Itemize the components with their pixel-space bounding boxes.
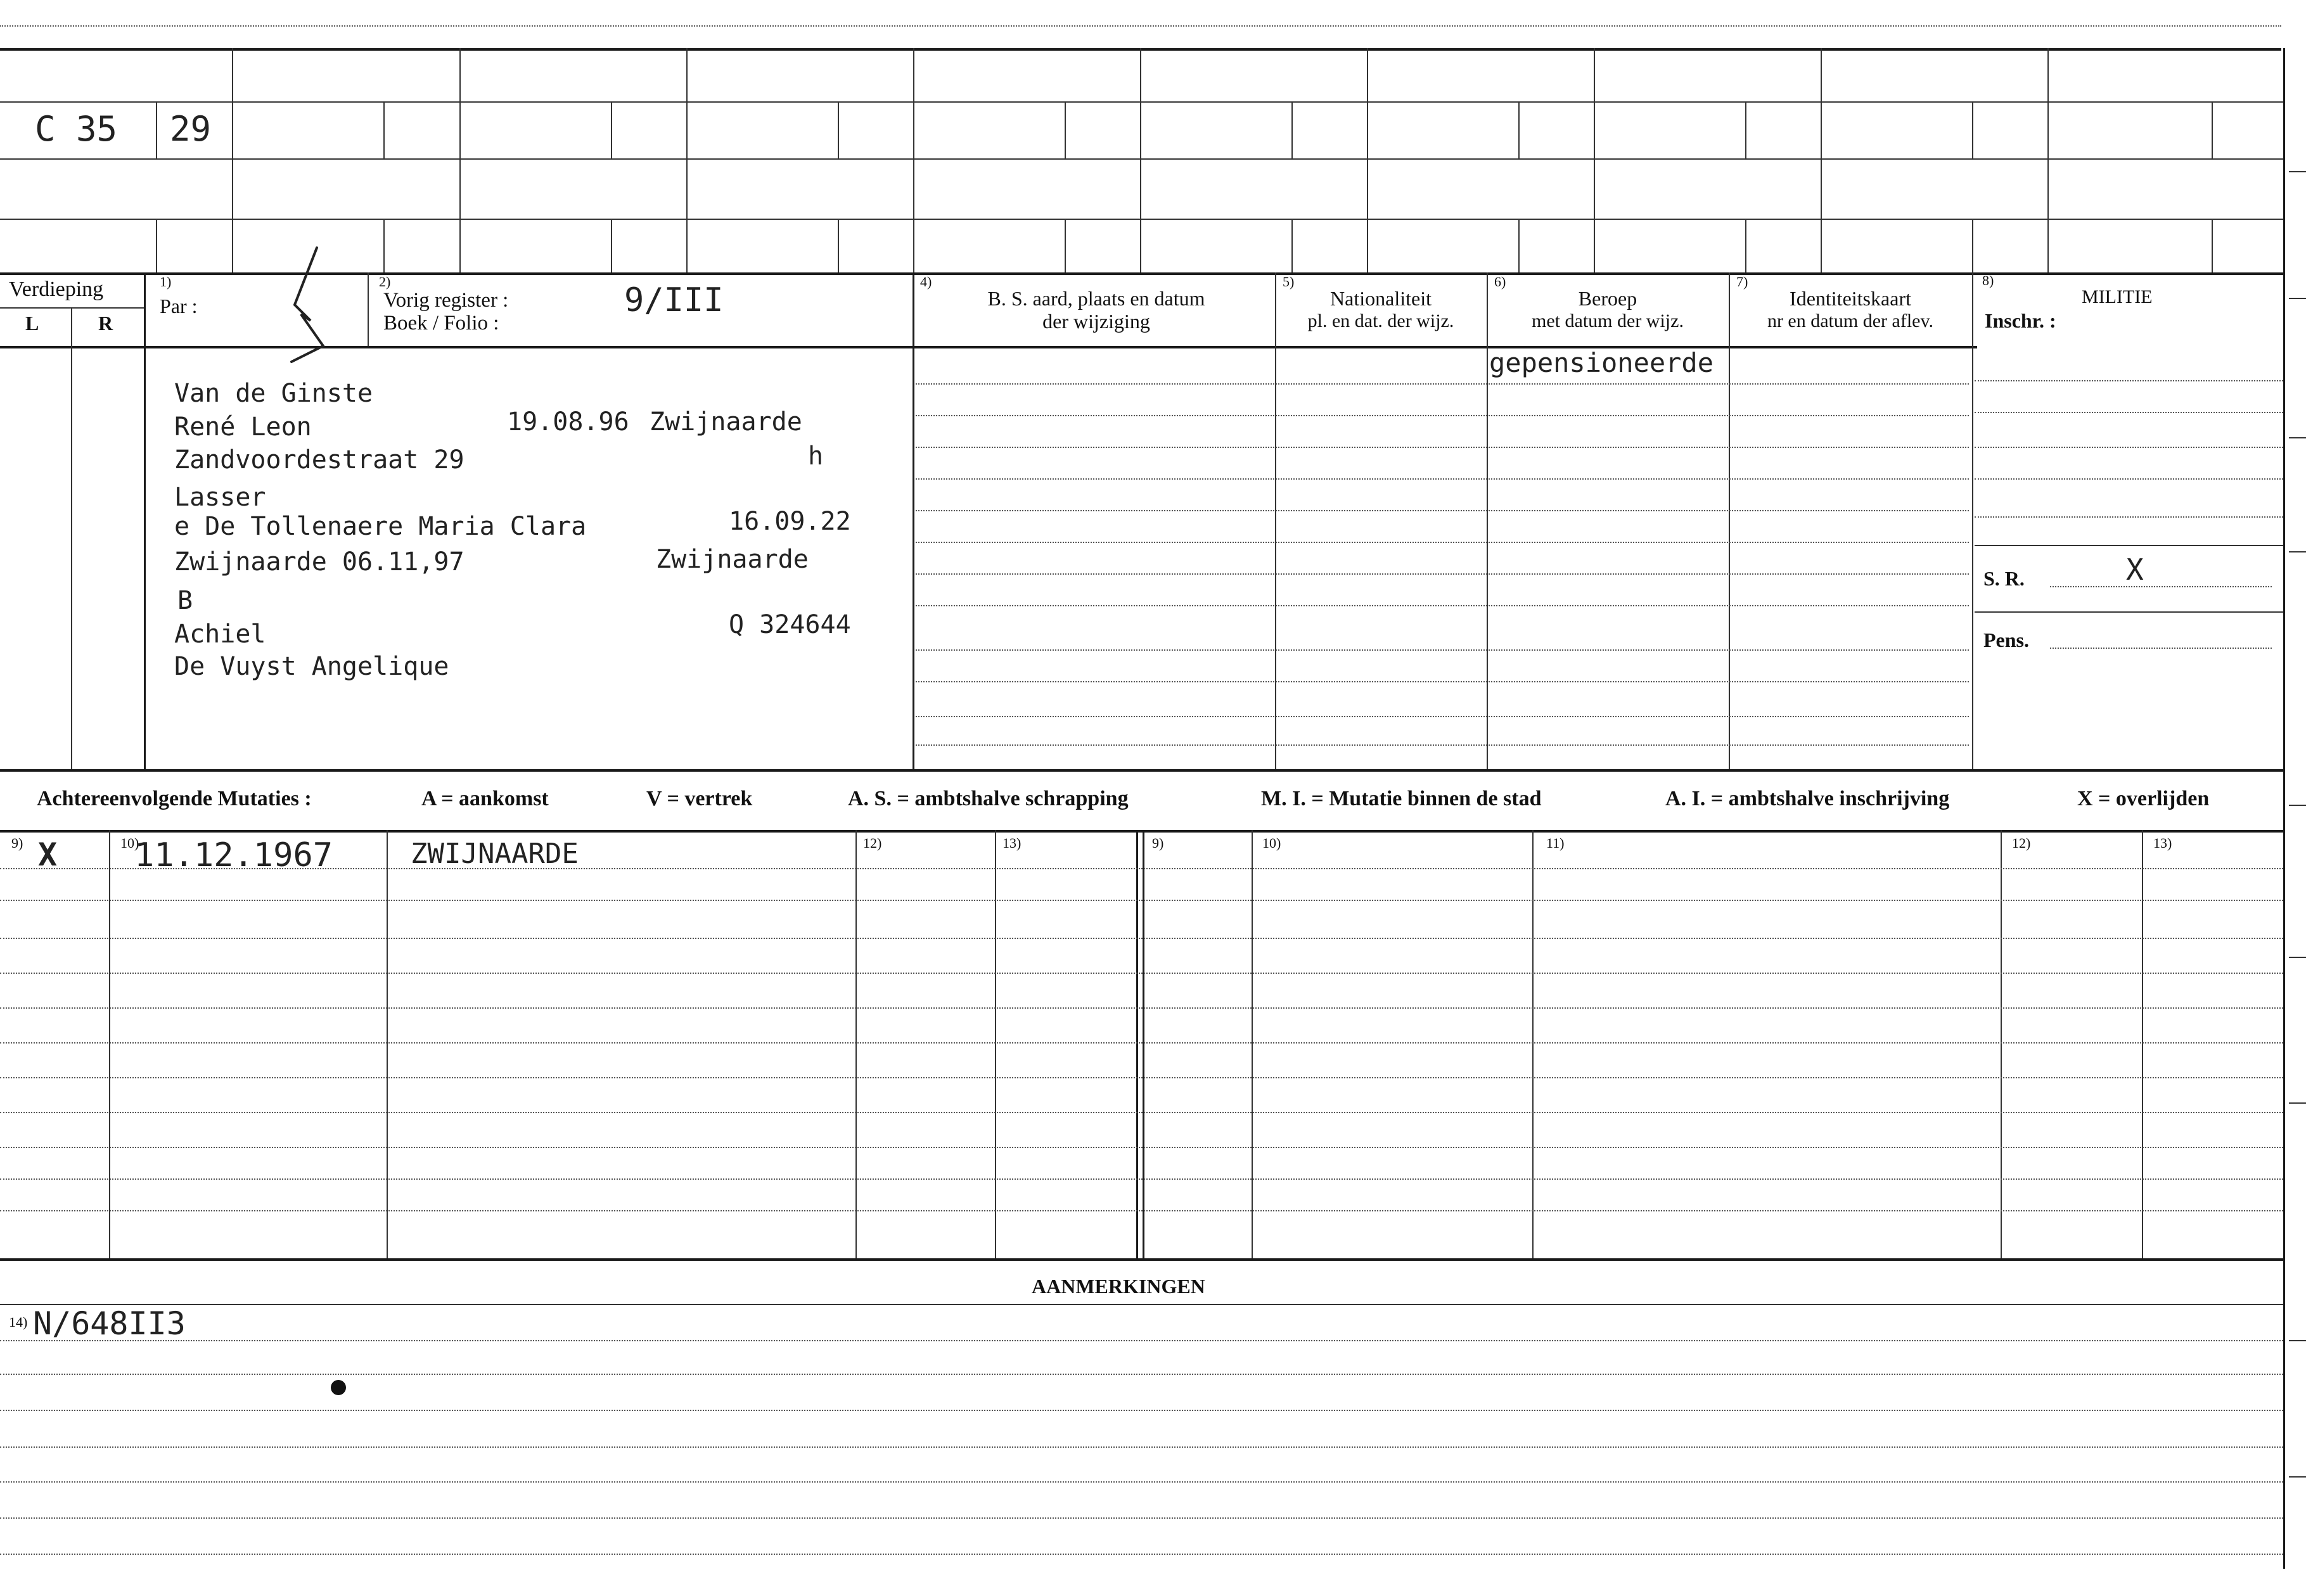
sr-value: X [2126, 552, 2144, 587]
ruled-line [916, 681, 1969, 682]
marriage-place: Zwijnaarde [656, 545, 809, 574]
militie-header: MILITIE [2082, 286, 2153, 307]
floor-r-label: R [98, 312, 113, 335]
pens-label: Pens. [1983, 629, 2029, 651]
grid-divider [913, 48, 914, 272]
pens-underline [2050, 648, 2272, 649]
father-name: Achiel [174, 620, 266, 649]
grid-divider [838, 219, 839, 272]
person-given-names: René Leon [174, 412, 312, 442]
mutations-bottom-line [0, 1258, 2283, 1261]
ink-blot-icon [331, 1380, 346, 1395]
mutation-column-divider [1532, 830, 1534, 1258]
grid-divider [383, 219, 385, 272]
nationaliteit-header-line2: pl. en dat. der wijz. [1307, 310, 1454, 331]
mutations-top-line [0, 830, 2283, 833]
ruled-line [916, 447, 1969, 448]
field-number-4: 4) [920, 274, 932, 290]
mutation-field-10b: 10) [1262, 835, 1281, 851]
person-address: Zandvoordestraat 29 [174, 445, 464, 475]
vorig-register-value: 9/III [624, 281, 724, 319]
mutation-ruled-line [0, 1077, 2283, 1078]
person-surname: Van de Ginste [174, 379, 373, 408]
bs-header-line2: der wijziging [1042, 310, 1150, 333]
grid-divider [611, 219, 612, 272]
legend-ambtshalve-inschrijving: A. I. = ambtshalve inschrijving [1665, 787, 1950, 810]
section-divider [0, 769, 2283, 772]
grid-line [0, 219, 2283, 220]
field-number-2: 2) [379, 274, 391, 290]
ruled-line [916, 649, 1969, 651]
field-number-8: 8) [1982, 272, 1994, 288]
mutation-column-divider [1136, 830, 1138, 1258]
margin-tick [2289, 171, 2306, 172]
mutation-ruled-line [0, 1007, 2283, 1009]
grid-divider [1291, 101, 1293, 158]
ruled-line [1975, 412, 2283, 413]
person-occupation: Lasser [174, 483, 266, 512]
margin-tick [2289, 957, 2306, 958]
person-sex: h [808, 442, 824, 471]
grid-divider [156, 219, 157, 272]
mutation-ruled-line [0, 900, 2283, 901]
grid-divider [1065, 101, 1066, 158]
par-label: Par : [160, 295, 198, 317]
mutation-ruled-line [0, 1042, 2283, 1044]
spouse-birth-date: 16.09.22 [729, 507, 851, 536]
mutation-ruled-line [0, 973, 2283, 974]
mutation-field-13: 13) [1002, 835, 1022, 851]
mutation-field-13b: 13) [2153, 835, 2172, 851]
remarks-ruled-line [0, 1554, 2283, 1555]
ruled-line [916, 383, 1969, 385]
legend-ambtshalve-schrapping: A. S. = ambtshalve schrapping [848, 787, 1129, 810]
top-edge-line [0, 25, 2281, 27]
mutation-column-divider [1252, 830, 1253, 1258]
grid-divider [1972, 219, 1973, 272]
mutation-column-divider [2142, 830, 2143, 1258]
grid-divider [2212, 101, 2213, 158]
mutation-ruled-line [0, 868, 2283, 869]
mutation-column-divider [995, 830, 996, 1258]
margin-tick [2289, 805, 2306, 806]
ruled-line [916, 542, 1969, 543]
grid-divider [838, 101, 839, 158]
mutation-column-divider [855, 830, 857, 1258]
grid-divider [1291, 219, 1293, 272]
remarks-ruled-line [0, 1340, 2283, 1341]
sr-label: S. R. [1983, 567, 2025, 590]
grid-divider [156, 101, 157, 158]
mutation-field-9b: 9) [1152, 835, 1164, 851]
mutation-field-12b: 12) [2012, 835, 2031, 851]
grid-line [0, 101, 2283, 103]
grid-line [0, 158, 2283, 160]
identiteitskaart-header-line1: Identiteitskaart [1790, 287, 1911, 310]
remarks-ruled-line [0, 1410, 2283, 1411]
floor-l-label: L [25, 312, 39, 335]
margin-tick [2289, 1102, 2306, 1104]
ruled-line [916, 510, 1969, 511]
ruled-line [1975, 516, 2283, 518]
marriage-line: Zwijnaarde 06.11,97 [174, 547, 464, 577]
mutation-field-12: 12) [863, 835, 882, 851]
remarks-value: N/648II3 [33, 1305, 186, 1342]
ruled-line [916, 605, 1969, 606]
column-divider [1972, 272, 1973, 769]
mutation-date: 11.12.1967 [134, 836, 333, 874]
boek-folio-label: Boek / Folio : [383, 312, 499, 335]
grid-divider [686, 48, 688, 272]
field-number-6: 6) [1494, 274, 1506, 290]
column-divider [144, 272, 146, 769]
spouse-line: e De Tollenaere Maria Clara [174, 512, 587, 541]
grid-line [0, 272, 2283, 275]
house-number-code: 29 [170, 109, 212, 149]
person-birth-place: Zwijnaarde [650, 407, 802, 437]
beroep-header-line2: met datum der wijz. [1532, 310, 1684, 331]
remarks-ruled-line [0, 1481, 2283, 1483]
grid-divider [1972, 101, 1973, 158]
legend-mutatie-binnen-stad: M. I. = Mutatie binnen de stad [1261, 787, 1542, 810]
grid-divider [459, 48, 461, 272]
inschr-label: Inschr. : [1985, 309, 2056, 332]
mutation-ruled-line [0, 1210, 2283, 1211]
grid-divider [383, 101, 385, 158]
vorig-register-label: Vorig register : [383, 289, 509, 312]
grid-divider [1140, 48, 1141, 272]
mutation-ruled-line [0, 938, 2283, 939]
beroep-header-line1: Beroep [1578, 287, 1637, 310]
remarks-ruled-line [0, 1374, 2283, 1375]
grid-divider [1518, 101, 1520, 158]
grid-divider [1594, 48, 1595, 272]
remarks-ruled-line [0, 1446, 2283, 1448]
ruled-line [916, 744, 1969, 746]
field-number-1: 1) [160, 274, 172, 290]
margin-tick [2289, 298, 2306, 299]
identiteitskaart-header-line2: nr en datum der aflev. [1767, 310, 1934, 331]
sector-code: C 35 [35, 109, 118, 149]
column-divider [1487, 272, 1488, 769]
b-marker: B [177, 586, 193, 615]
verdieping-label: Verdieping [9, 278, 104, 301]
mutation-place: ZWIJNAARDE [411, 838, 579, 870]
mutation-column-divider [109, 830, 110, 1258]
sr-underline [2050, 586, 2272, 587]
remarks-top-line [0, 1304, 2283, 1305]
column-divider [913, 272, 914, 769]
legend-aankomst: A = aankomst [421, 787, 549, 810]
ruled-line [1975, 611, 2283, 613]
grid-divider [1367, 48, 1368, 272]
hand-drawn-stroke-icon [266, 245, 336, 365]
column-divider [1275, 272, 1276, 769]
mutation-code: X [38, 836, 58, 873]
column-divider [71, 307, 72, 769]
legend-overlijden: X = overlijden [2077, 787, 2210, 810]
column-divider [1729, 272, 1730, 769]
grid-divider [1745, 219, 1746, 272]
mutation-column-divider [387, 830, 388, 1258]
ruled-line [1975, 545, 2283, 546]
grid-divider [1745, 101, 1746, 158]
mother-name: De Vuyst Angelique [174, 652, 449, 681]
mutaties-legend-title: Achtereenvolgende Mutaties : [37, 787, 312, 810]
beroep-value: gepensioneerde [1489, 347, 1714, 378]
margin-tick [2289, 1340, 2306, 1341]
nationaliteit-header-line1: Nationaliteit [1330, 287, 1432, 310]
mutation-field-11b: 11) [1546, 835, 1565, 851]
mutation-ruled-line [0, 1147, 2283, 1148]
column-divider [368, 272, 369, 346]
ruled-line [1975, 478, 2283, 480]
grid-divider [232, 48, 233, 272]
field-number-7: 7) [1736, 274, 1748, 290]
remarks-field-14: 14) [9, 1314, 28, 1330]
grid-divider [2047, 48, 2049, 272]
ruled-line [916, 415, 1969, 416]
ruled-line [1975, 380, 2283, 381]
ruled-line [916, 478, 1969, 480]
grid-divider [1821, 48, 1822, 272]
margin-tick [2289, 551, 2306, 552]
field-number-5: 5) [1283, 274, 1295, 290]
mutation-ruled-line [0, 1178, 2283, 1180]
aanmerkingen-title: AANMERKINGEN [1032, 1275, 1205, 1298]
remarks-ruled-line [0, 1517, 2283, 1519]
id-number: Q 324644 [729, 610, 851, 639]
mutation-column-divider [2001, 830, 2002, 1258]
legend-vertrek: V = vertrek [646, 787, 753, 810]
mutation-field-10: 10) [120, 835, 139, 851]
grid-divider [1065, 219, 1066, 272]
margin-tick [2289, 437, 2306, 438]
ruled-line [1975, 447, 2283, 448]
grid-line [0, 307, 144, 309]
ruled-line [916, 716, 1969, 717]
mutation-column-divider [1143, 830, 1144, 1258]
person-birth-date: 19.08.96 [507, 407, 629, 437]
grid-divider [2212, 219, 2213, 272]
margin-tick [2289, 1476, 2306, 1478]
mutation-ruled-line [0, 1112, 2283, 1113]
mutation-field-9: 9) [11, 835, 23, 851]
right-border [2283, 48, 2285, 1569]
grid-divider [611, 101, 612, 158]
bs-header-line1: B. S. aard, plaats en datum [987, 287, 1205, 310]
grid-divider [1518, 219, 1520, 272]
ruled-line [916, 573, 1969, 575]
